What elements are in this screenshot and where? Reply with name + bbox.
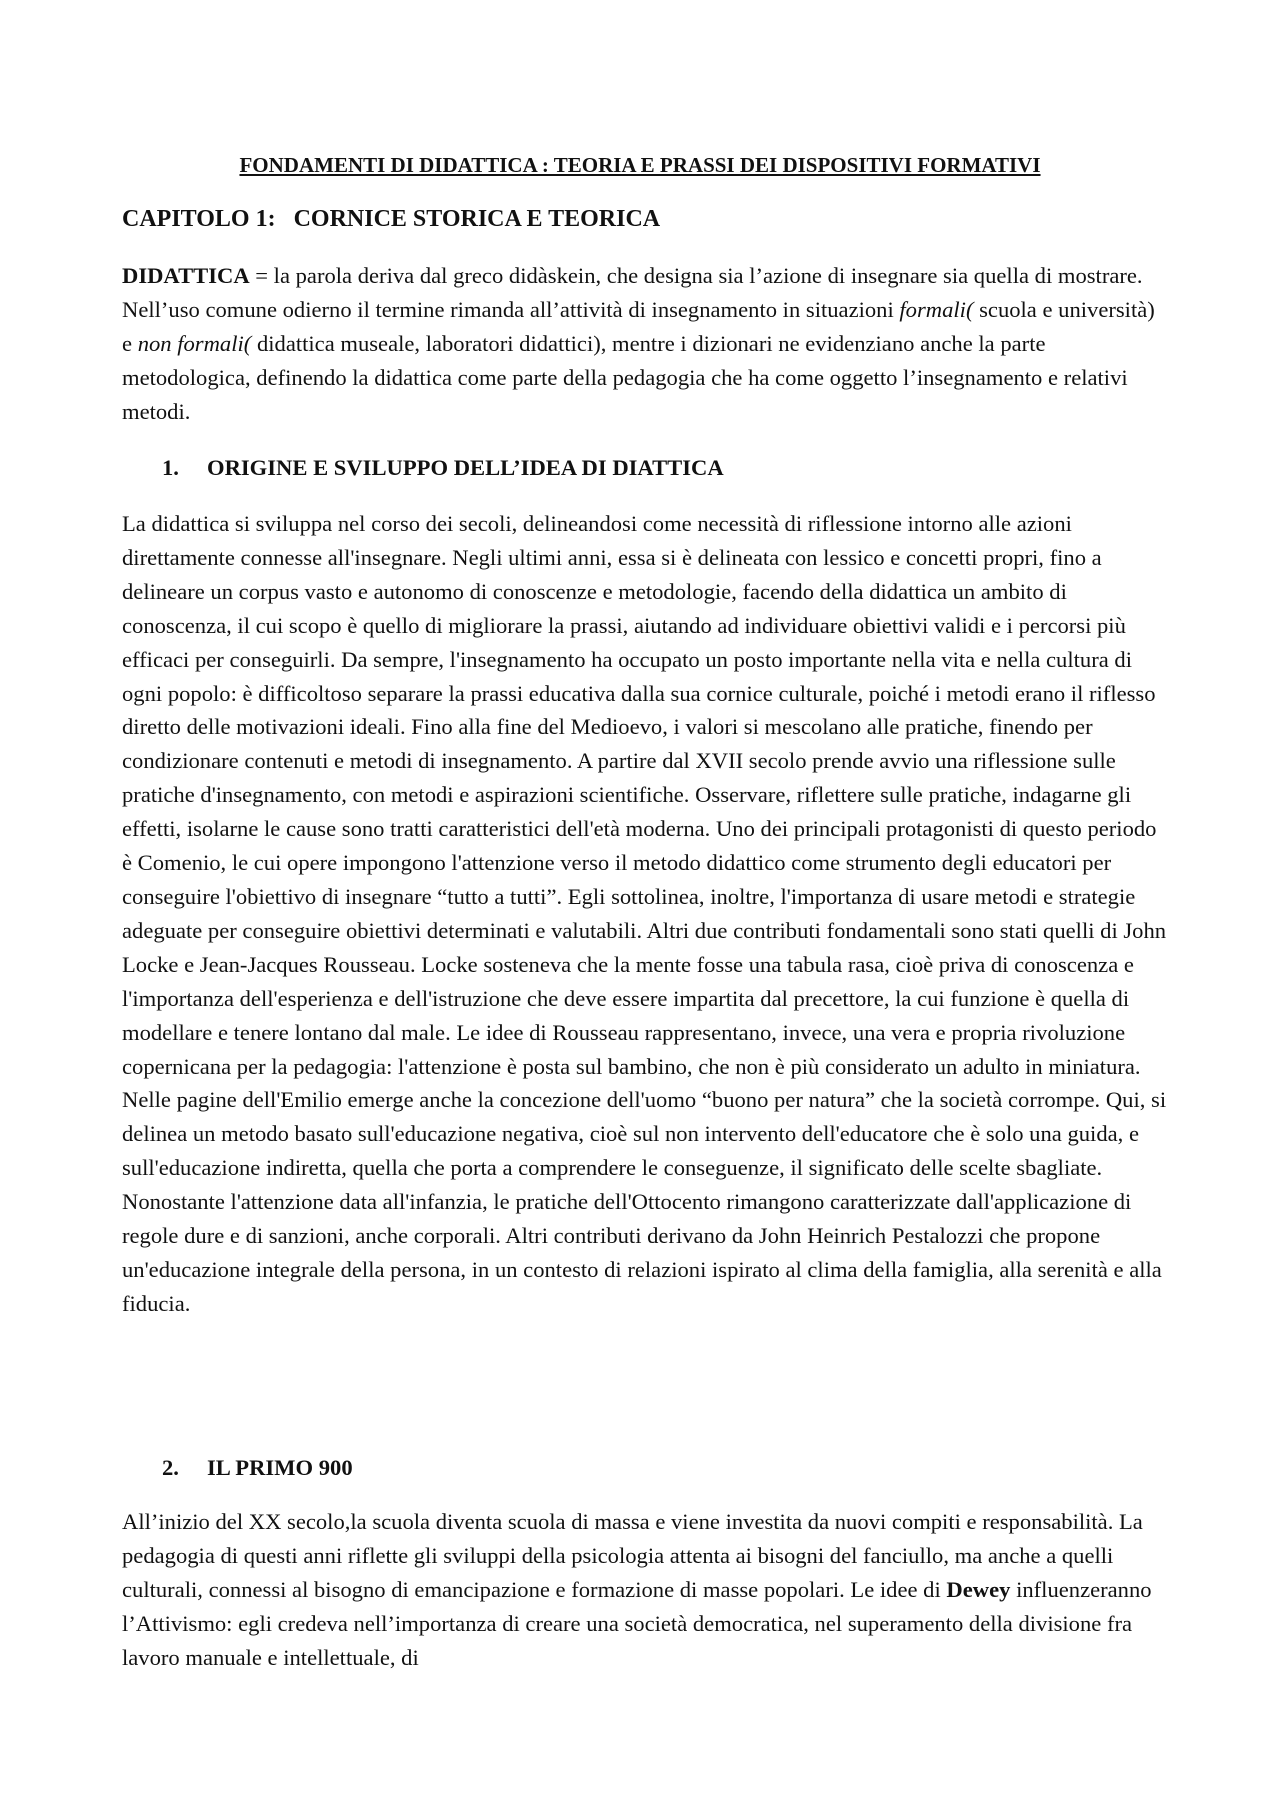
chapter-title: CAPITOLO 1: CORNICE STORICA E TEORICA [122, 206, 661, 232]
intro-text-1: = la parola deriva dal greco didàskein, che designa sia l’azione di insegnare sia quella di mostrare. Nell’uso comune odierno il termine rimanda all’attività di insegnamento in situazioni [122, 263, 1143, 322]
dewey-name: Dewey [946, 1576, 1011, 1602]
intro-paragraph [122, 259, 1170, 429]
intro-text-2: scuola e università) e [122, 296, 1155, 356]
section-heading-primo-900 [162, 1455, 353, 1481]
section-number: 2. [162, 1455, 179, 1480]
primo-900-text-1: All’inizio del XX secolo,la scuola diventa scuola di massa e viene investita da nuovi compiti e responsabilità. La pedagogia di questi anni riflette gli sviluppi della psicologia attenta ai bisogni del fanciullo, ma anche a quelli culturali, connessi al bisogno di emancipazione e formazione di masse popolari. Le idee di [122, 1509, 1143, 1602]
non-formali-term: non formali( [137, 330, 252, 356]
section-heading-origine [162, 455, 724, 481]
intro-text-3: didattica museale, laboratori didattici), mentre i dizionari ne evidenziano anche la parte metodologica, definendo la didattica come parte della pedagogia che ha come oggetto l’insegnamento e relativi metodi. [122, 330, 1128, 424]
section-body-origine: La didattica si sviluppa nel corso dei secoli, delineandosi come necessità di riflessione intorno alle azioni direttamente connesse all'insegnare. Negli ultimi anni, essa si è delineata con lessico e concetti propri, fino a delineare un corpus vasto e autonomo di conoscenze e metodologie, facendo della didattica un ambito di conoscenza, il cui scopo è quello di migliorare la prassi, aiutando ad individuare obiettivi validi e i percorsi più efficaci per conseguirli. Da sempre, l'insegnamento ha occupato un posto importante nella vita e nella cultura di ogni popolo: è difficoltoso separare la prassi educativa dalla sua cornice culturale, poiché i metodi erano il riflesso diretto delle motivazioni ideali. Fino alla fine del Medioevo, i valori si mescolano alle pratiche, finendo per condizionare contenuti e metodi di insegnamento. A partire dal XVII secolo prende avvio una riflessione sulle pratiche d'insegnamento, con metodi e aspirazioni scientifiche. Osservare, riflettere sulle pratiche, indagarne gli effetti, isolarne le cause sono tratti caratteristici dell'età moderna. Uno dei principali protagonisti di questo periodo è Comenio, le cui opere impongono l'attenzione verso il metodo didattico come strumento degli educatori per conseguire l'obiettivo di insegnare “tutto a tutti”. Egli sottolinea, inoltre, l'importanza di usare metodi e strategie adeguate per conseguire obiettivi determinati e valutabili. Altri due contributi fondamentali sono stati quelli di John Locke e Jean-Jacques Rousseau. Locke sosteneva che la mente fosse una tabula rasa, cioè priva di conoscenza e l'importanza dell'esperienza e dell'istruzione che deve essere impartita dal precettore, la cui funzione è quella di modellare e tenere lontano dal male. Le idee di Rousseau rappresentano, invece, una vera e propria rivoluzione copernicana per la pedagogia: l'attenzione è posta sul bambino, che non è più considerato un adulto in miniatura. Nelle pagine dell'Emilio emerge anche la concezione dell'uomo “buono per natura” che la società corrompe. Qui, si delinea un metodo basato sull'educazione negativa, cioè sul non intervento dell'educatore che è solo una guida, e sull'educazione indiretta, quella che porta a comprendere le conseguenze, il significato delle scelte sbagliate. Nonostante l'attenzione data all'infanzia, le pratiche dell'Ottocento rimangono caratterizzate dall'applicazione di regole dure e di sanzioni, anche corporali. Altri contributi derivano da John Heinrich Pestalozzi che propone un'educazione integrale della persona, in un contesto di relazioni ispirato al clima della famiglia, alla serenità e alla fiducia. [122, 511, 1167, 1316]
formali-term: formali( [899, 296, 974, 322]
section-body-primo-900 [122, 1505, 1170, 1675]
didattica-term: DIDATTICA [122, 263, 250, 288]
primo-900-text-2: influenzeranno l’Attivismo: egli credeva nell’importanza di creare una società democratica, nel superamento della divisione fra lavoro manuale e intellettuale, di [122, 1576, 1152, 1670]
section-heading-text: ORIGINE E SVILUPPO DELL’IDEA DI DIATTICA [207, 455, 724, 480]
section-number: 1. [162, 455, 179, 480]
document-title: FONDAMENTI DI DIDATTICA : TEORIA E PRASSI DEI DISPOSITIVI FORMATIVI [239, 153, 1041, 177]
section-heading-text: IL PRIMO 900 [207, 1455, 353, 1480]
